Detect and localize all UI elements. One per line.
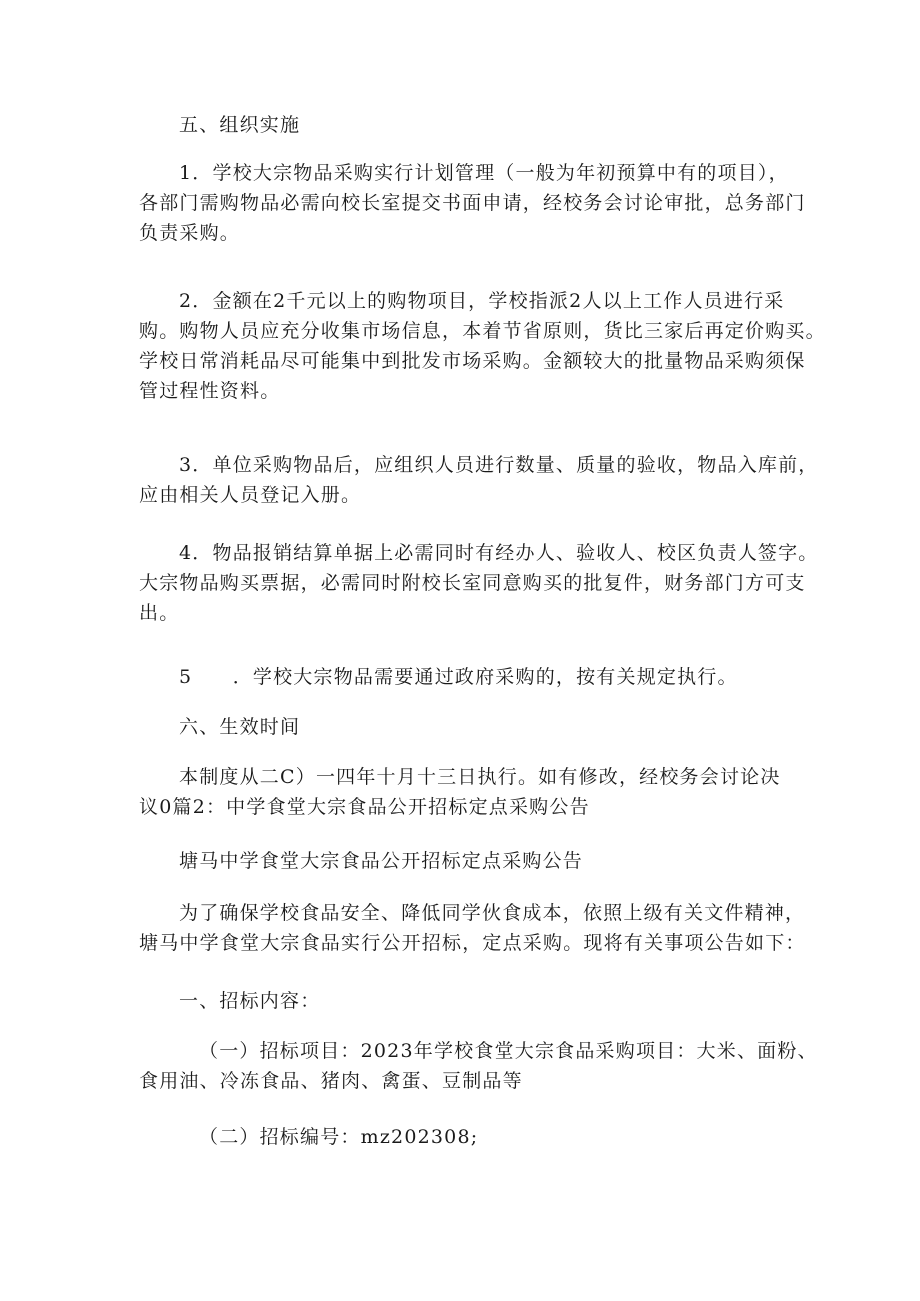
paragraph-item-1	[139, 158, 806, 248]
text-line: 3．单位采购物品后，应组织人员进行数量、质量的验收，物品入库前，	[179, 454, 819, 476]
text-line: （一）招标项目：2023年学校食堂大宗食品采购项目：大米、面粉、	[199, 1040, 818, 1062]
text-line: 学校日常消耗品尽可能集中到批发市场采购。金额较大的批量物品采购须保	[139, 350, 806, 372]
text-line: 出。	[139, 602, 180, 624]
paragraph-tender-number	[139, 1122, 799, 1152]
text-line: 各部门需购物品必需向校长室提交书面申请，经校务会讨论审批，总务部门	[139, 192, 806, 214]
text-line: 5 ．学校大宗物品需要通过政府采购的，按有关规定执行。	[179, 666, 738, 688]
text-line: 五、组织实施	[179, 114, 301, 136]
text-line: 塘马中学食堂大宗食品实行公开招标，定点采购。现将有关事项公告如下：	[139, 932, 806, 954]
text-line: 负责采购。	[139, 222, 241, 244]
notice-title	[139, 846, 799, 876]
text-line: （二）招标编号：mz202308;	[199, 1126, 479, 1148]
paragraph-tender-project	[139, 1036, 818, 1096]
text-line: 食用油、冷冻食品、猪肉、禽蛋、豆制品等	[139, 1070, 523, 1092]
paragraph-notice-intro	[139, 898, 806, 958]
text-line: 一、招标内容：	[179, 990, 321, 1012]
paragraph-item-2	[139, 286, 826, 406]
text-line: 管过程性资料。	[139, 380, 281, 402]
text-line: 购。购物人员应充分收集市场信息，本着节省原则，货比三家后再定价购买。	[139, 320, 826, 342]
paragraph-item-4	[139, 538, 819, 628]
paragraph-item-3	[139, 450, 819, 510]
text-line: 大宗物品购买票据，必需同时附校长室同意购买的批复件，财务部门方可支	[139, 572, 806, 594]
text-line: 2．金额在2千元以上的购物项目，学校指派2人以上工作人员进行采	[179, 290, 785, 312]
paragraph-effective-date	[139, 762, 799, 822]
text-line: 应由相关人员登记入册。	[139, 484, 362, 506]
paragraph-item-5	[139, 662, 799, 692]
text-line: 为了确保学校食品安全、降低同学伙食成本，依照上级有关文件精神，	[179, 902, 806, 924]
heading-effective-time	[139, 712, 799, 742]
text-line: 议0篇2：中学食堂大宗食品公开招标定点采购公告	[139, 796, 590, 818]
heading-tender-content	[139, 986, 799, 1016]
heading-organization-implementation	[139, 110, 799, 140]
text-line: 4．物品报销结算单据上必需同时有经办人、验收人、校区负责人签字。	[179, 542, 819, 564]
text-line: 塘马中学食堂大宗食品公开招标定点采购公告	[179, 850, 584, 872]
text-line: 本制度从二C）一四年十月十三日执行。如有修改，经校务会讨论决	[179, 766, 781, 788]
text-line: 六、生效时间	[179, 716, 301, 738]
text-line: 1．学校大宗物品采购实行计划管理（一般为年初预算中有的项目），	[179, 162, 789, 184]
